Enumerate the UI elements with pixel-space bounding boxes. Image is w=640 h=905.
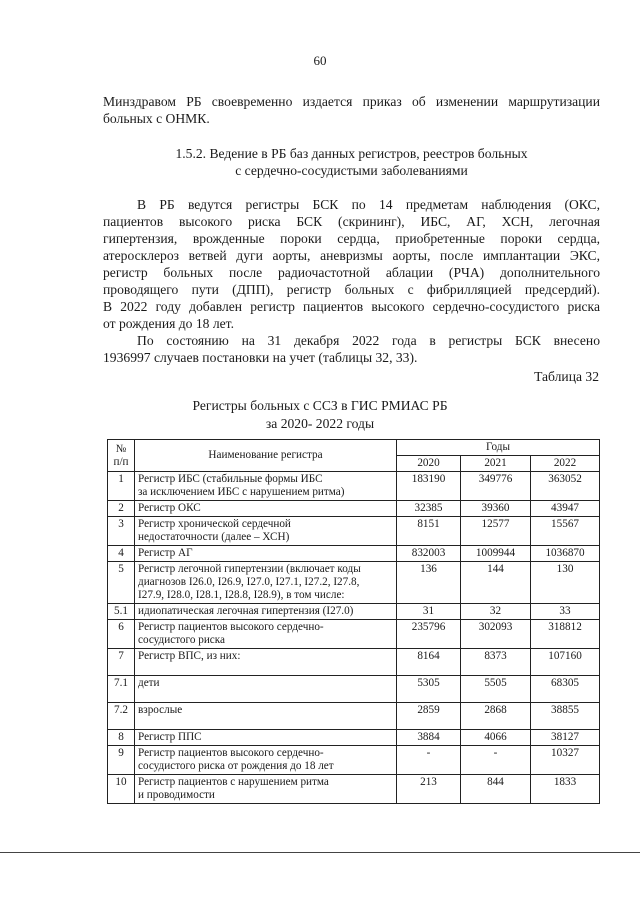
value-2021: 12577 (461, 517, 531, 546)
value-2021: 4066 (461, 730, 531, 746)
table-row (108, 746, 600, 775)
value-2020: 213 (397, 775, 461, 804)
row-number: 6 (108, 620, 135, 649)
value-2022: 38855 (531, 703, 600, 730)
value-2020: 8151 (397, 517, 461, 546)
value-2020: 31 (397, 604, 461, 620)
row-number: 5 (108, 562, 135, 604)
row-number: 7 (108, 649, 135, 676)
value-2020: - (397, 746, 461, 775)
register-name: Регистр ВПС, из них: (135, 649, 397, 676)
value-2020: 3884 (397, 730, 461, 746)
register-name: идиопатическая легочная гипертензия (I27.0) (135, 604, 397, 620)
value-2021: 844 (461, 775, 531, 804)
paragraph-line: проводящего пути (ДПП), регистр больных с фибрилляцией предсердий). (103, 282, 600, 297)
table-row (108, 472, 600, 501)
register-name: Регистр пациентов высокого сердечно- сосудистого риска от рождения до 18 лет (135, 746, 397, 775)
value-2022: 1036870 (531, 546, 600, 562)
row-number: 10 (108, 775, 135, 804)
table-row (108, 730, 600, 746)
row-number: 4 (108, 546, 135, 562)
paragraph-line: По состоянию на 31 декабря 2022 года в регистры БСК внесено (137, 333, 600, 348)
row-number: 5.1 (108, 604, 135, 620)
paragraph-line: от рождения до 18 лет. (103, 316, 234, 331)
row-number: 3 (108, 517, 135, 546)
value-2021: 5505 (461, 676, 531, 703)
value-2021: 8373 (461, 649, 531, 676)
paragraph-line: В 2022 году добавлен регистр пациентов высокого сердечно-сосудистого риска (103, 299, 600, 314)
value-2021: 2868 (461, 703, 531, 730)
table-row (108, 775, 600, 804)
value-2022: 38127 (531, 730, 600, 746)
register-name: дети (135, 676, 397, 703)
paragraph-line: 1936997 случаев постановки на учет (таблицы 32, 33). (103, 350, 418, 365)
section-heading: с сердечно-сосудистыми заболеваниями (235, 163, 468, 178)
value-2020: 136 (397, 562, 461, 604)
row-number: 9 (108, 746, 135, 775)
value-2021: 144 (461, 562, 531, 604)
value-2021: 32 (461, 604, 531, 620)
register-name: Регистр ППС (135, 730, 397, 746)
value-2022: 33 (531, 604, 600, 620)
register-name: Регистр легочной гипертензии (включает коды диагнозов I26.0, I26.9, I27.0, I27.1, I27.2, I27.8, I27.9, I28.0, I28.1, I28.8, I28.9), в том числе: (135, 562, 397, 604)
table-row (108, 604, 600, 620)
register-name: Регистр АГ (135, 546, 397, 562)
page-bottom-rule (0, 852, 640, 853)
row-number: 7.1 (108, 676, 135, 703)
register-name: Регистр ОКС (135, 501, 397, 517)
paragraph-line: регистр больных после радиочастотной аблации (РЧА) дополнительного (103, 265, 600, 280)
header-register-name: Наименование регистра (135, 440, 397, 472)
value-2022: 43947 (531, 501, 600, 517)
paragraph-line: атеросклероз ветвей дуги аорты, аневризмы аорты, после имплантации ЭКС, (103, 248, 600, 263)
paragraph-line: Минздравом РБ своевременно издается приказ об изменении маршрутизации (103, 94, 600, 109)
register-name: взрослые (135, 703, 397, 730)
register-name: Регистр ИБС (стабильные формы ИБС за исключением ИБС с нарушением ритма) (135, 472, 397, 501)
value-2022: 107160 (531, 649, 600, 676)
table-row (108, 703, 600, 730)
value-2022: 130 (531, 562, 600, 604)
table-label: Таблица 32 (534, 369, 599, 384)
paragraph-line: В РБ ведутся регистры БСК по 14 предметам наблюдения (ОКС, (137, 197, 600, 212)
row-number: 1 (108, 472, 135, 501)
value-2021: 1009944 (461, 546, 531, 562)
row-number: 2 (108, 501, 135, 517)
table-row (108, 649, 600, 676)
value-2021: - (461, 746, 531, 775)
section-heading: 1.5.2. Ведение в РБ баз данных регистров, реестров больных (175, 146, 528, 161)
table-row (108, 620, 600, 649)
header-year: 2020 (397, 456, 461, 472)
table-row (108, 562, 600, 604)
value-2022: 15567 (531, 517, 600, 546)
table-caption: за 2020- 2022 годы (265, 416, 375, 431)
registers-table (107, 439, 600, 804)
paragraph-line: пациентов высокого риска БСК (скрининг), ИБС, АГ, ХСН, легочная (103, 214, 600, 229)
row-number: 7.2 (108, 703, 135, 730)
register-name: Регистр хронической сердечной недостаточности (далее – ХСН) (135, 517, 397, 546)
value-2022: 1833 (531, 775, 600, 804)
value-2021: 39360 (461, 501, 531, 517)
paragraph-line: гипертензия, врожденные пороки сердца, приобретенные пороки сердца, (103, 231, 600, 246)
table-row (108, 676, 600, 703)
value-2021: 302093 (461, 620, 531, 649)
value-2022: 363052 (531, 472, 600, 501)
value-2022: 68305 (531, 676, 600, 703)
value-2020: 183190 (397, 472, 461, 501)
value-2020: 832003 (397, 546, 461, 562)
table-caption: Регистры больных с ССЗ в ГИС РМИАС РБ (192, 398, 448, 413)
header-years: Годы (397, 440, 600, 456)
page-number: 60 (313, 53, 327, 68)
value-2020: 5305 (397, 676, 461, 703)
value-2022: 10327 (531, 746, 600, 775)
row-number: 8 (108, 730, 135, 746)
value-2020: 32385 (397, 501, 461, 517)
value-2020: 235796 (397, 620, 461, 649)
table-row (108, 501, 600, 517)
value-2021: 349776 (461, 472, 531, 501)
header-year: 2022 (531, 456, 600, 472)
value-2020: 2859 (397, 703, 461, 730)
table-row (108, 517, 600, 546)
value-2020: 8164 (397, 649, 461, 676)
register-name: Регистр пациентов высокого сердечно- сосудистого риска (135, 620, 397, 649)
paragraph-line: больных с ОНМК. (103, 111, 210, 126)
table-row (108, 546, 600, 562)
header-number: № п/п (108, 440, 135, 472)
value-2022: 318812 (531, 620, 600, 649)
register-name: Регистр пациентов с нарушением ритма и проводимости (135, 775, 397, 804)
header-year: 2021 (461, 456, 531, 472)
